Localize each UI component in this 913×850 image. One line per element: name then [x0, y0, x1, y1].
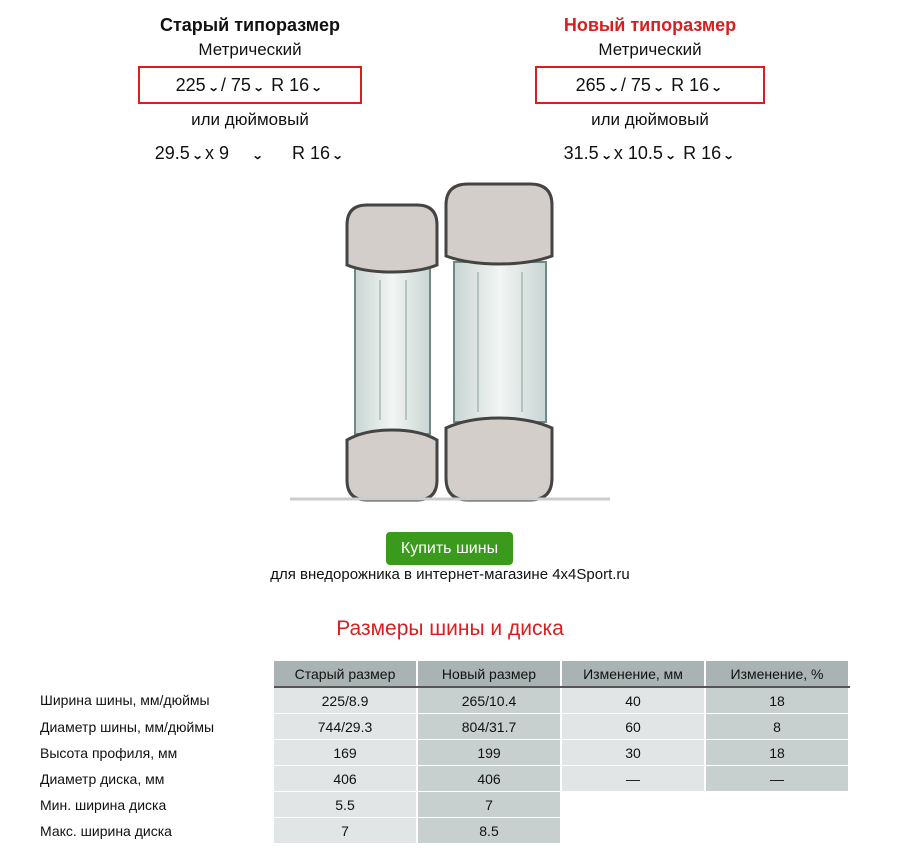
table-header-row — [40, 661, 849, 687]
cell: 169 — [274, 740, 417, 766]
row-label: Диаметр диска, мм — [40, 770, 165, 787]
column-header: Изменение, мм — [561, 661, 705, 687]
empty-cell — [705, 818, 849, 844]
row-label: Диаметр шины, мм/дюймы — [40, 718, 215, 735]
chevron-down-icon: ⌄ — [310, 82, 323, 94]
cell: 744/29.3 — [274, 714, 417, 740]
empty-cell — [561, 792, 705, 818]
row-label: Ширина шины, мм/дюймы — [40, 692, 210, 709]
chevron-down-icon: ⌄ — [722, 150, 735, 162]
chevron-down-icon: ⌄ — [207, 82, 220, 94]
new-metric-label: Метрический — [598, 40, 702, 59]
old-width-select[interactable]: 225 ⌄ — [176, 68, 221, 105]
cell: 265/10.4 — [417, 687, 561, 714]
table-row — [40, 687, 849, 714]
column-header: Старый размер — [274, 661, 417, 687]
new-rim-select[interactable]: R 16 ⌄ — [671, 68, 724, 105]
new-size-title: Новый типоразмер — [563, 15, 737, 35]
cell: 18 — [705, 687, 849, 714]
cell: — — [561, 766, 705, 792]
table-row — [40, 792, 849, 818]
empty-cell — [561, 818, 705, 844]
chevron-down-icon: ⌄ — [710, 82, 723, 94]
cell: 30 — [561, 740, 705, 766]
column-header: Новый размер — [417, 661, 561, 687]
row-label: Высота профиля, мм — [40, 744, 178, 761]
cell: 804/31.7 — [417, 714, 561, 740]
new-inch-rim-select[interactable]: R 16 ⌄ — [683, 138, 736, 171]
column-header: Изменение, % — [705, 661, 849, 687]
chevron-down-icon: ⌄ — [252, 82, 265, 94]
cell: 199 — [417, 740, 561, 766]
cell: 60 — [561, 714, 705, 740]
cell: 40 — [561, 687, 705, 714]
new-tire-icon — [446, 184, 552, 500]
empty-header — [40, 661, 274, 687]
buy-tires-button[interactable]: Купить шины — [386, 532, 513, 565]
chevron-down-icon: ⌄ — [600, 150, 613, 162]
cell: 225/8.9 — [274, 687, 417, 714]
separator: x — [204, 143, 214, 163]
new-profile-select[interactable]: 75 ⌄ — [631, 68, 666, 105]
old-tire-icon — [347, 205, 437, 500]
cell: 8 — [705, 714, 849, 740]
chevron-down-icon: ⌄ — [331, 150, 344, 162]
cell: 7 — [417, 792, 561, 818]
old-inch-width-select[interactable]: 9 ⌄ — [219, 138, 287, 171]
chevron-down-icon: ⌄ — [251, 150, 264, 162]
table-row — [40, 740, 849, 766]
row-label: Мин. ширина диска — [40, 796, 167, 813]
cell: 7 — [274, 818, 417, 844]
new-width-select[interactable]: 265 ⌄ — [576, 68, 621, 105]
new-inch-label: или дюймовый — [591, 110, 709, 129]
shop-caption: для внедорожника в интернет-магазине 4x4Sport.ru — [270, 566, 630, 583]
sizes-section-title: Размеры шины и диска — [336, 617, 564, 640]
cell: 18 — [705, 740, 849, 766]
old-metric-label: Метрический — [198, 40, 302, 59]
chevron-down-icon: ⌄ — [607, 82, 620, 94]
cell: 406 — [417, 766, 561, 792]
chevron-down-icon: ⌄ — [191, 150, 204, 162]
old-inch-rim-select[interactable]: R 16 ⌄ — [292, 138, 345, 171]
new-inch-width-select[interactable]: 10.5 ⌄ — [628, 138, 678, 171]
cell: 5.5 — [274, 792, 417, 818]
old-rim-select[interactable]: R 16 ⌄ — [271, 68, 324, 105]
old-inch-label: или дюймовый — [191, 110, 309, 129]
separator: x — [613, 143, 623, 163]
table-row — [40, 818, 849, 844]
chevron-down-icon: ⌄ — [664, 150, 677, 162]
separator: / — [220, 75, 226, 95]
cell: 406 — [274, 766, 417, 792]
table-row — [40, 714, 849, 740]
empty-cell — [705, 792, 849, 818]
cell: — — [705, 766, 849, 792]
new-inch-diameter-select[interactable]: 31.5 ⌄ — [564, 138, 614, 171]
sizes-table — [40, 661, 850, 844]
row-label: Макс. ширина диска — [40, 822, 172, 839]
old-profile-select[interactable]: 75 ⌄ — [231, 68, 266, 105]
chevron-down-icon: ⌄ — [652, 82, 665, 94]
old-size-title: Старый типоразмер — [159, 15, 341, 35]
separator: / — [620, 75, 626, 95]
table-row — [40, 766, 849, 792]
old-inch-diameter-select[interactable]: 29.5 ⌄ — [155, 138, 205, 171]
cell: 8.5 — [417, 818, 561, 844]
